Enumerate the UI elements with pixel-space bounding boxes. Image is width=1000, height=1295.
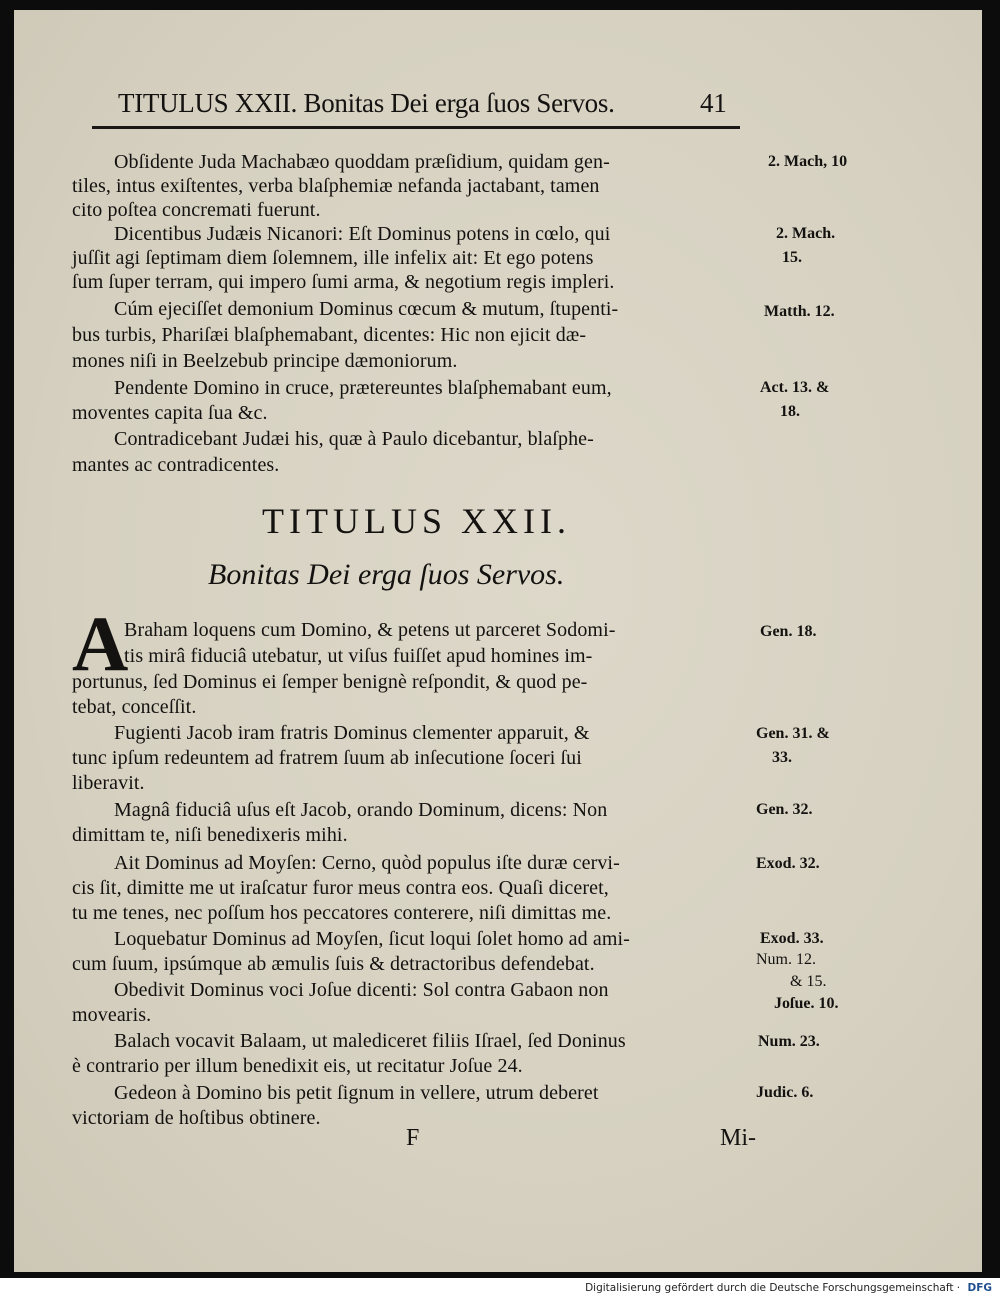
text-line: Magnâ fiduciâ uſus eſt Jacob, orando Dominum, dicens: Non [114,799,608,821]
drop-cap: A [72,600,129,687]
text-line: bus turbis, Phariſæi blaſphemabant, dicentes: Hic non ejicit dæ- [72,324,587,346]
text-line: Loquebatur Dominus ad Moyſen, ſicut loqui ſolet homo ad ami- [114,928,630,950]
header-rule [92,126,740,129]
text-line: Contradicebant Judæi his, quæ à Paulo dicebantur, blaſphe- [114,428,594,450]
text-line: Cúm ejeciſſet demonium Dominus cœcum & mutum, ſtupenti- [114,298,619,320]
text-line: Fugienti Jacob iram fratris Dominus clementer apparuit, & [114,722,590,744]
section-subtitle: Bonitas Dei erga ſuos Servos. [208,558,565,591]
text-line: Obedivit Dominus voci Joſue dicenti: Sol contra Gabaon non [114,979,609,1001]
margin-reference: Exod. 33. [760,930,824,947]
text-line: juſſit agi ſeptimam diem ſolemnem, ille infelix ait: Et ego potens [72,247,594,269]
text-line: tu me tenes, nec poſſum hos peccatores conterere, niſi dimittas me. [72,902,612,924]
text-line: movearis. [72,1004,152,1026]
running-header [118,88,738,128]
text-line: liberavit. [72,772,145,794]
margin-reference: Gen. 32. [756,801,813,818]
text-line: Pendente Domino in cruce, prætereuntes blaſphemabant eum, [114,377,612,399]
text-line: tis mirâ fiduciâ utebatur, ut viſus fuiſſet apud homines im- [124,645,593,667]
margin-reference: Num. 23. [758,1033,820,1050]
text-line: Gedeon à Domino bis petit ſignum in vellere, utrum deberet [114,1082,599,1104]
text-line: ſum ſuper terram, qui impero ſumi arma, & negotium regis impleri. [72,271,615,293]
text-line: victoriam de hoſtibus obtinere. [72,1107,321,1129]
running-title: TITULUS XXII. Bonitas Dei erga ſuos Servos. [118,88,615,118]
text-line: mantes ac contradicentes. [72,454,280,476]
margin-reference: Act. 13. & [760,379,830,396]
credit-text: Digitalisierung gefördert durch die Deutsche Forschungsgemeinschaft · [585,1282,961,1294]
page-number: 41 [700,88,727,118]
margin-reference: 15. [782,249,802,266]
text-line: mones niſi in Beelzebub principe dæmoniorum. [72,350,458,372]
margin-reference: Num. 12. [756,951,816,968]
text-line: è contrario per illum benedixit eis, ut recitatur Joſue 24. [72,1055,523,1077]
text-line: portunus, ſed Dominus ei ſemper benignè reſpondit, & quod pe- [72,671,588,693]
text-line: tunc ipſum redeuntem ad fratrem ſuum ab inſecutione ſoceri ſui [72,747,582,769]
book-page [14,10,982,1272]
margin-reference: Gen. 18. [760,623,817,640]
text-line: Ait Dominus ad Moyſen: Cerno, quòd populus iſte duræ cervi- [114,852,620,874]
dfg-logo: DFG [967,1282,992,1294]
text-line: Dicentibus Judæis Nicanori: Eſt Dominus potens in cœlo, qui [114,223,611,245]
margin-reference: 2. Mach, 10 [768,153,848,170]
text-line: tiles, intus exiſtentes, verba blaſphemiæ nefanda jactabant, tamen [72,175,600,197]
text-line: Braham loquens cum Domino, & petens ut parceret Sodomi- [124,619,616,641]
margin-reference: Gen. 31. & [756,725,830,742]
text-line: Balach vocavit Balaam, ut malediceret filiis Iſrael, ſed Doninus [114,1030,626,1052]
text-line: Obſidente Juda Machabæo quoddam præſidium, quidam gen- [114,151,610,173]
catchword: Mi- [720,1125,756,1151]
text-line: cito poſtea concremati fuerunt. [72,199,321,221]
margin-reference: Exod. 32. [756,855,820,872]
section-title: TITULUS XXII. [262,501,571,541]
margin-reference: 18. [780,403,800,420]
text-line: moventes capita ſua &c. [72,402,268,424]
signature-mark: F [406,1125,420,1151]
margin-reference: Judic. 6. [756,1084,814,1101]
digitization-credit [585,1282,992,1294]
margin-reference: Matth. 12. [764,303,835,320]
text-line: cis ſit, dimitte me ut iraſcatur furor meus contra eos. Quaſi diceret, [72,877,609,899]
text-line: dimittam te, niſi benedixeris mihi. [72,824,348,846]
margin-reference: 2. Mach. [776,225,836,242]
margin-reference: 33. [772,749,792,766]
text-line: cum ſuum, ipsúmque ab æmulis ſuis & detractoribus defendebat. [72,953,595,975]
margin-reference: Joſue. 10. [774,995,839,1012]
margin-reference: & 15. [790,973,827,990]
text-line: tebat, conceſſit. [72,696,197,718]
